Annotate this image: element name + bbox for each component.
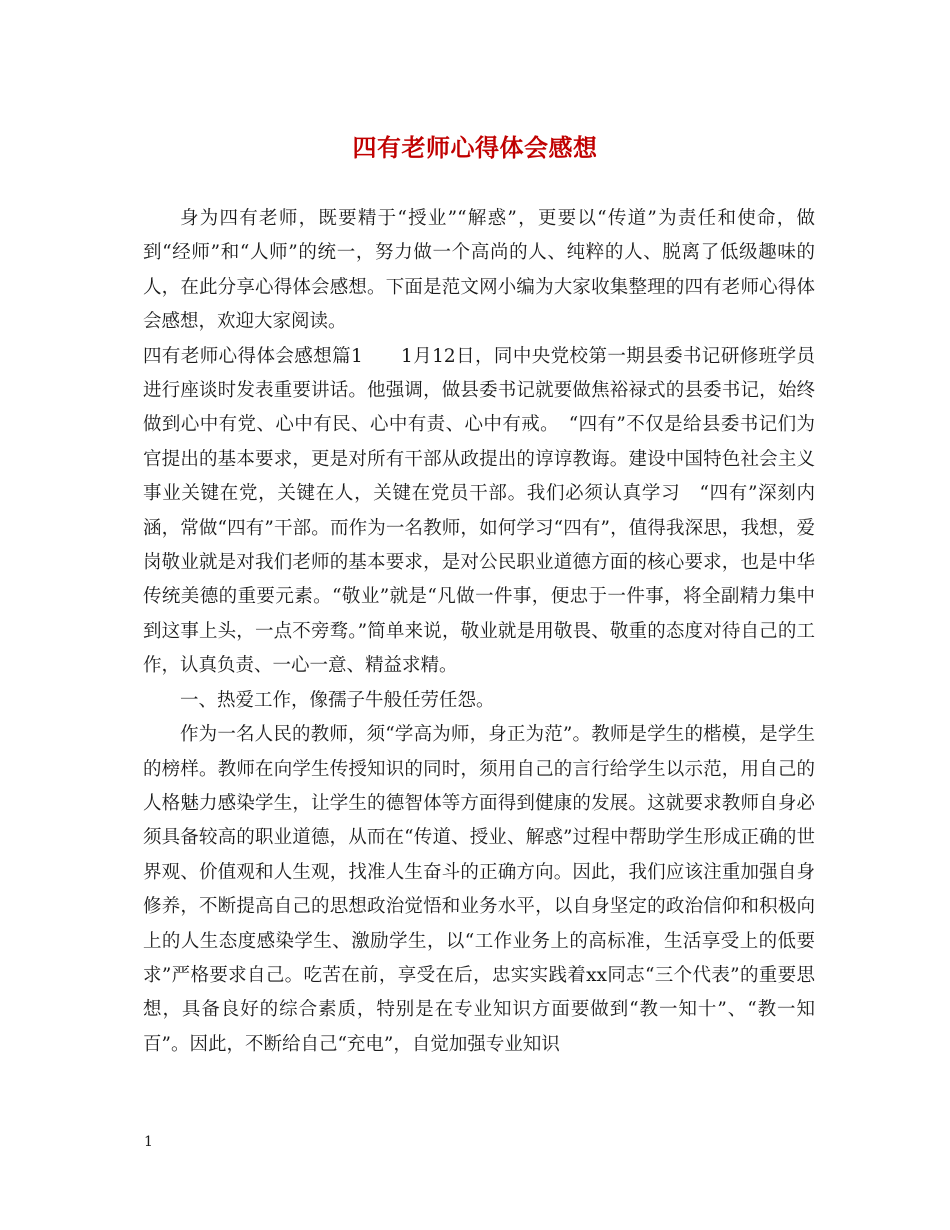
heading-paragraph: 一、热爱工作，像孺子牛般任劳任怨。 <box>180 689 495 711</box>
intro-paragraph: 身为四有老师，既要精于“授业”“解惑”，更要以“传道”为责任和使命，做到“经师”和“人师”的统一，努力做一个高尚的人、纯粹的人、脱离了低级趣味的人，在此分享心得体会感想。下面是范文网小编为大家收集整理的四有老师心得体会感想，欢迎大家阅读。 <box>143 208 815 333</box>
section-paragraph: 四有老师心得体会感想篇1 1月12日，同中央党校第一期县委书记研修班学员进行座谈时发表重要讲话。他强调，做县委书记就要做焦裕禄式的县委书记，始终做到心中有党、心中有民、心中有责、心中有戒。 “四有”不仅是给县委书记们为官提出的基本要求，更是对所有干部从政提出的谆谆教诲。建设中国特色社会主义事业关键在党，关键在人，关键在党员干部。我们必须认真学习 “四有”深刻内涵，常做“四有”干部。而作为一名教师，如何学习“四有”，值得我深思，我想，爱岗敬业就是对我们老师的基本要求，是对公民职业道德方面的核心要求，也是中华传统美德的重要元素。“敬业”就是“凡做一件事，便忠于一件事，将全副精力集中到这事上头，一点不旁骛。”简单来说，敬业就是用敬畏、敬重的态度对待自己的工作，认真负责、一心一意、精益求精。 <box>143 345 815 677</box>
document-title: 四有老师心得体会感想 <box>352 133 598 162</box>
document-body <box>143 202 815 1062</box>
content-paragraph: 作为一名人民的教师，须“学高为师，身正为范”。教师是学生的楷模，是学生的榜样。教师在向学生传授知识的同时，须用自己的言行给学生以示范，用自己的人格魅力感染学生，让学生的德智体等方面得到健康的发展。这就要求教师自身必须具备较高的职业道德，从而在“传道、授业、解惑”过程中帮助学生形成正确的世界观、价值观和人生观，找准人生奋斗的正确方向。因此，我们应该注重加强自身修养，不断提高自己的思想政治觉悟和业务水平，以自身坚定的政治信仰和积极向上的人生态度感染学生、激励学生，以“工作业务上的高标准，生活享受上的低要求”严格要求自己。吃苦在前，享受在后，忠实实践着xx同志“三个代表”的重要思想，具备良好的综合素质，特别是在专业知识方面要做到“教一知十”、“教一知百”。因此，不断给自己“充电”，自觉加强专业知识 <box>143 724 815 1055</box>
page-number: 1 <box>144 1134 153 1150</box>
